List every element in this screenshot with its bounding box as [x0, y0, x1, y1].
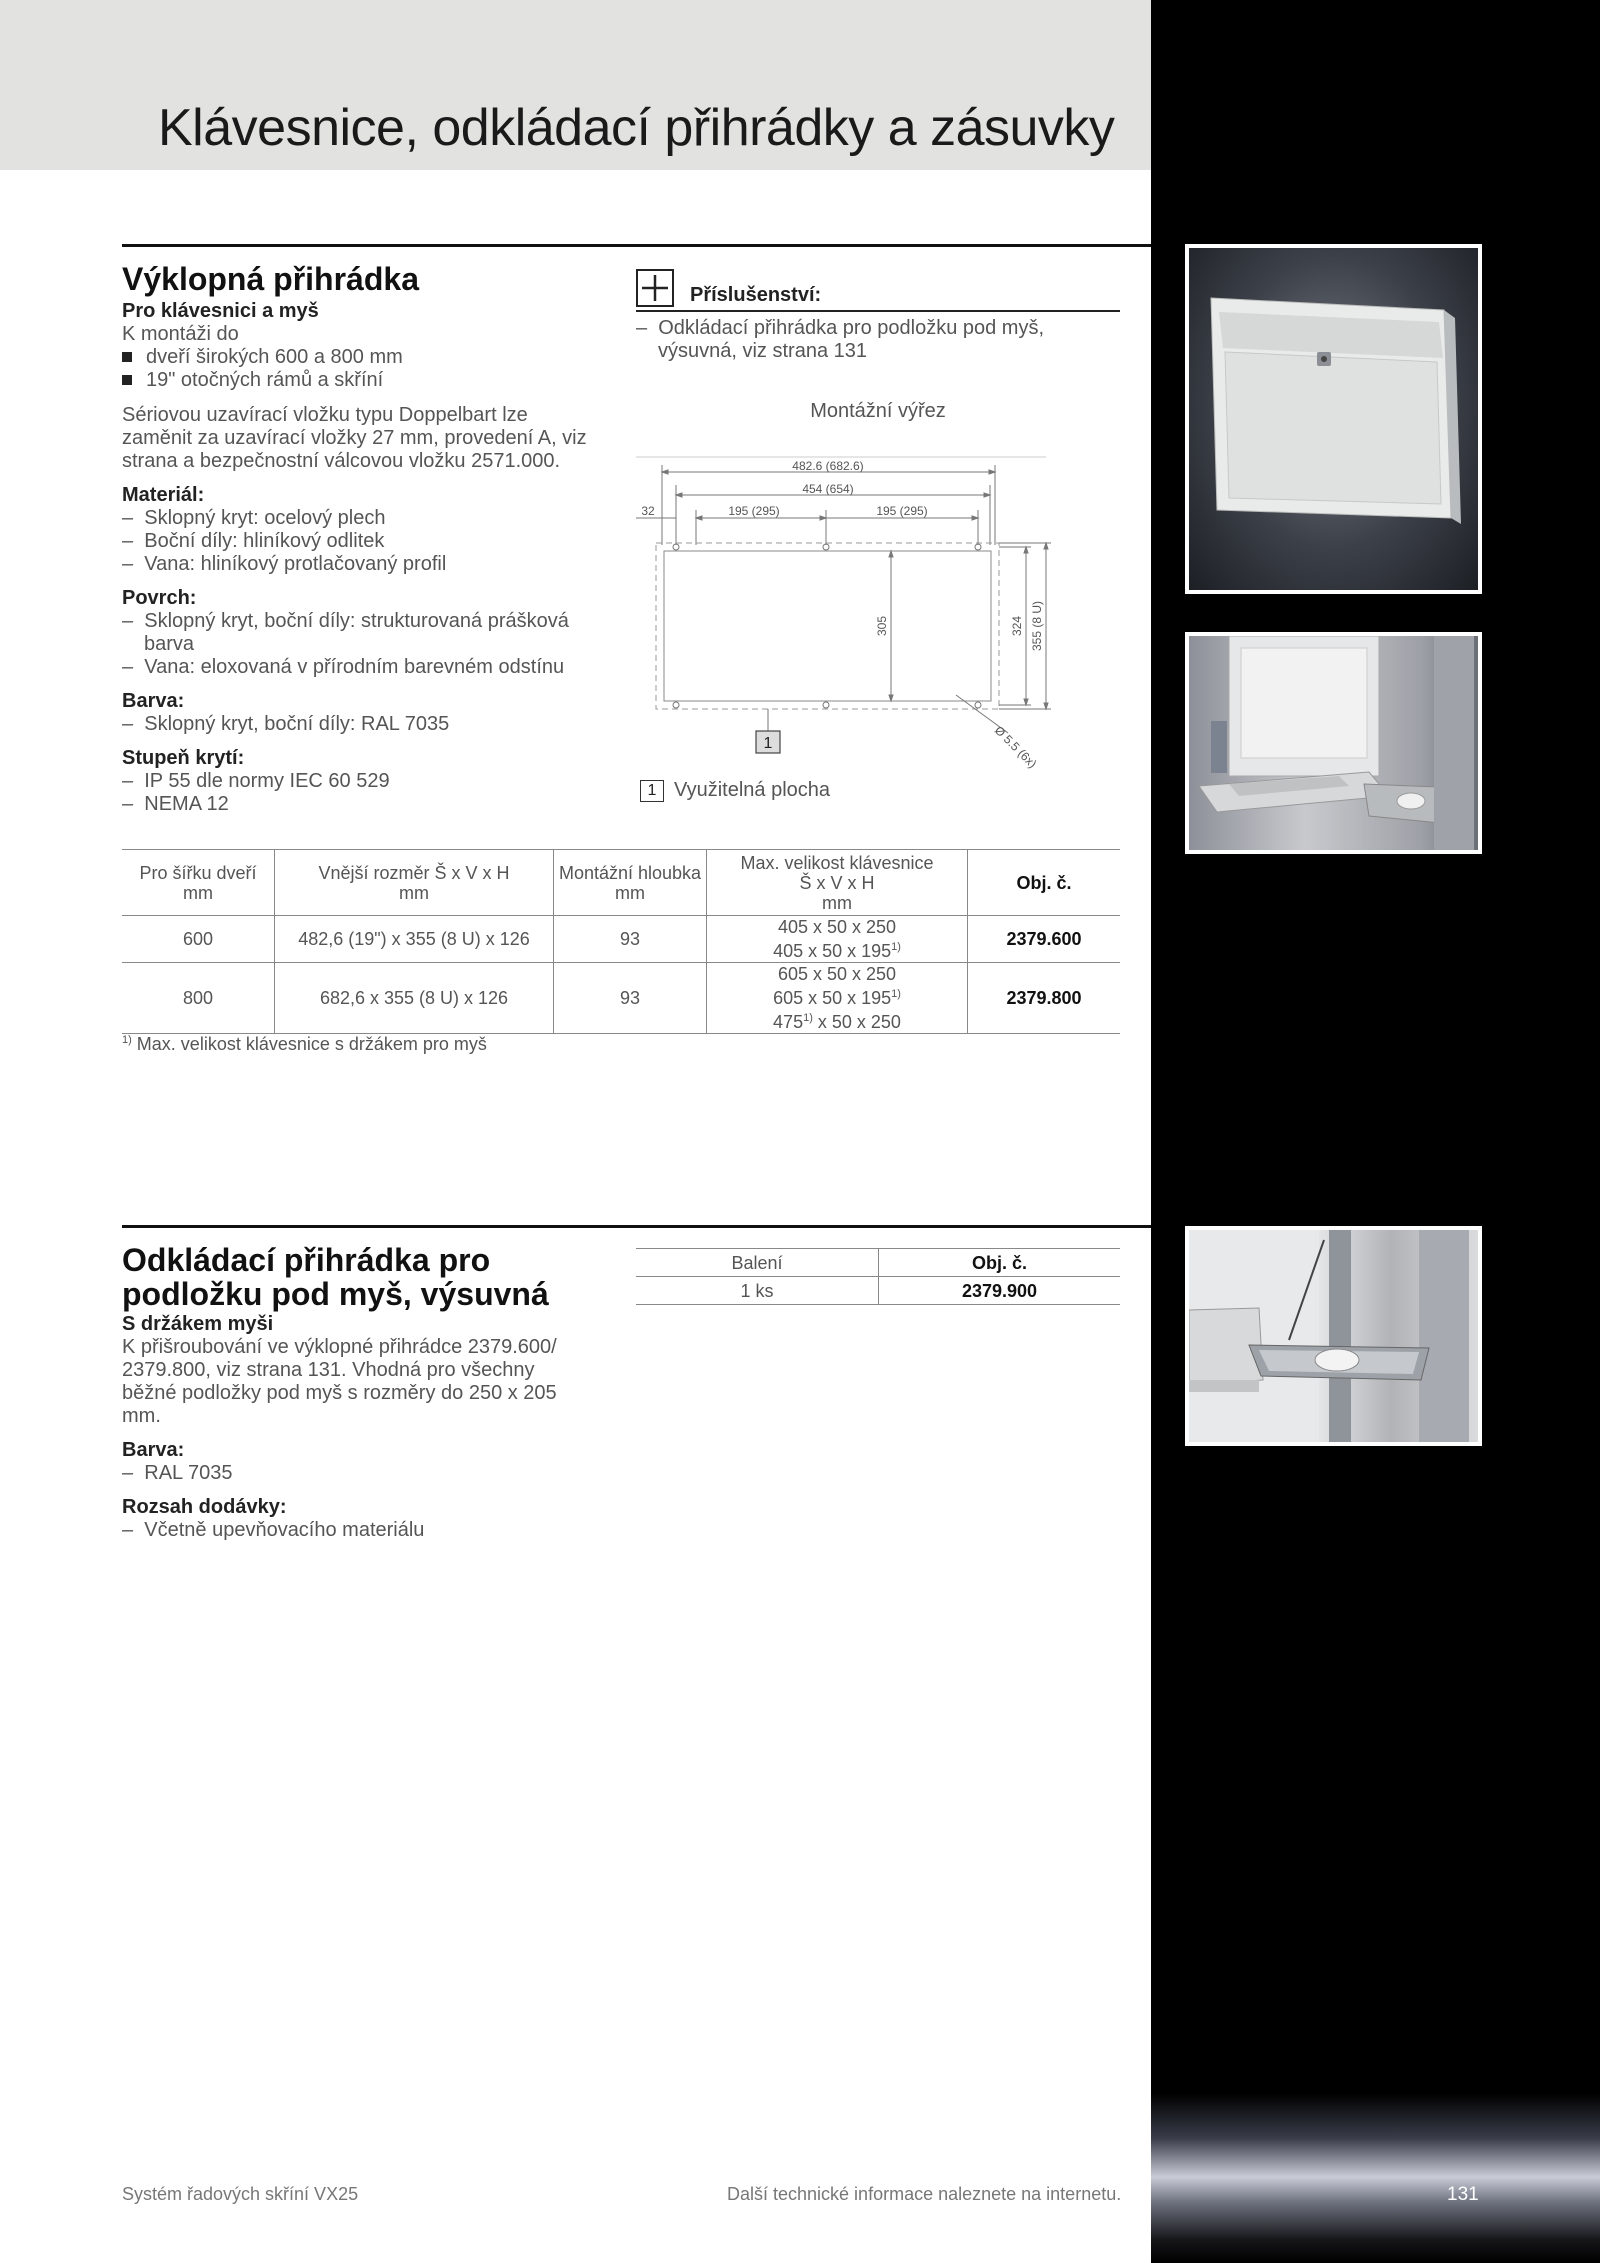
mount-item: dveří širokých 600 a 800 mm [122, 346, 602, 369]
tilt-compartment-closed-image [1189, 248, 1478, 590]
section-rule [122, 1225, 1151, 1228]
cell-depth: 93 [554, 916, 707, 963]
surface-item: – Sklopný kryt, boční díly: strukturovaná prášková barva [122, 610, 569, 655]
mounting-cutout-drawing [636, 455, 1096, 775]
footer-center[interactable]: Další technické informace naleznete na internetu. [727, 2184, 1122, 2204]
protection-item: – IP 55 dle normy IEC 60 529 [122, 770, 390, 792]
cell-keyboard: 405 x 50 x 250 405 x 50 x 195$^{1)}$ [707, 916, 968, 963]
color-label: Barva: [122, 690, 185, 712]
col-header: Montážní hloubka mm [554, 850, 707, 916]
mount-intro: K montáži do [122, 323, 239, 345]
material-label: Materiál: [122, 484, 205, 506]
section2-heading: Odkládací přihrádka pro podložku pod myš, výsuvná [122, 1242, 549, 1312]
section1-subheading: Pro klávesnici a myš [122, 300, 319, 322]
product-photo-open [1185, 632, 1482, 854]
drawing-legend [640, 779, 830, 802]
protection-item: – NEMA 12 [122, 793, 229, 815]
surface-label: Povrch: [122, 587, 197, 609]
material-item: – Sklopný kryt: ocelový plech [122, 507, 386, 529]
page-number: 131 [1447, 2184, 1479, 2205]
cell-outer: 682,6 x 355 (8 U) x 126 [275, 963, 554, 1034]
col-header: Pro šířku dveří mm [139, 862, 257, 903]
dim-height-mid: 324 [1010, 615, 1024, 637]
table-row [122, 916, 1120, 963]
section2-description: K přišroubování ve výklopné přihrádce 2379.600/ 2379.800, viz strana 131. Vhodná pro všechny běžné podložky pod myš s rozměry do 250 x 205 mm. [122, 1336, 557, 1427]
spec-table [122, 849, 1120, 1034]
scope-label: Rozsah dodávky: [122, 1496, 287, 1518]
col-header: Obj. č. [879, 1249, 1121, 1277]
dim-height-inner: 305 [875, 615, 889, 637]
cell-order: 2379.800 [968, 963, 1121, 1034]
dim-holes: Ø 5.5 (6x) [991, 723, 1040, 771]
table-header-row [636, 1249, 1120, 1277]
mouse-tray-image [1189, 1230, 1478, 1442]
legend-text: Využitelná plocha [674, 779, 831, 801]
protection-label: Stupeň krytí: [122, 747, 245, 769]
dim-half-left: 195 (295) [728, 504, 780, 518]
material-item: – Vana: hliníkový protlačovaný profil [122, 553, 447, 575]
col-header: Obj. č. [968, 850, 1121, 916]
dim-offset: 32 [641, 504, 655, 518]
cell-keyboard: 605 x 50 x 250 605 x 50 x 195$^{1)}$ 475$^{1)}$ x 50 x 250 [707, 963, 968, 1034]
material-item: – Boční díly: hliníkový odlitek [122, 530, 385, 552]
color-label: Barva: [122, 1439, 185, 1461]
bullet-square-icon [122, 352, 132, 362]
product-photo-closed [1185, 244, 1482, 594]
order-table [636, 1248, 1120, 1305]
page-title: Klávesnice, odkládací přihrádky a zásuvky [158, 99, 1115, 157]
tilt-compartment-open-image [1189, 636, 1478, 850]
drawing-title: Montážní výřez [810, 400, 946, 422]
accessories-box [636, 269, 1120, 363]
svg-text:1: 1 [763, 735, 773, 752]
scope-item: – Včetně upevňovacího materiálu [122, 1519, 425, 1541]
dim-half-right: 195 (295) [876, 504, 928, 518]
numbered-marker-icon [756, 731, 780, 753]
col-header: Max. velikost klávesnice Š x V x H mm [707, 850, 968, 916]
footer-left: Systém řadových skříní VX25 [122, 2184, 359, 2204]
section2-subheading: S držákem myši [122, 1313, 274, 1335]
cell-width: 600 [182, 929, 214, 949]
dim-inner-width: 454 (654) [802, 482, 854, 496]
accessories-title: Příslušenství: [690, 284, 822, 306]
product-photo-mouse-tray [1185, 1226, 1482, 1446]
dim-total-width: 482.6 (682.6) [792, 459, 864, 473]
accessories-item[interactable]: – Odkládací přihrádka pro podložku pod myš, výsuvná, viz strana 131 [636, 317, 1045, 362]
surface-item: – Vana: eloxovaná v přírodním barevném odstínu [122, 656, 565, 678]
section1-description: Sériovou uzavírací vložku typu Doppelbart lze zaměnit za uzavírací vložky 27 mm, provedení A, viz strana a bezpečnostní válcovou vložku 2571.000. [122, 404, 587, 472]
col-header: Vnější rozměr Š x V x H mm [275, 850, 554, 916]
mount-item: 19" otočných rámů a skříní [122, 369, 602, 392]
table-footnote: $^{1)}$ Max. velikost klávesnice s držákem pro myš [122, 1034, 487, 1054]
cell-depth: 93 [554, 963, 707, 1034]
plus-icon [636, 269, 674, 307]
color-item: – Sklopný kryt, boční díly: RAL 7035 [122, 713, 450, 735]
cell-order: 2379.900 [879, 1277, 1121, 1305]
numbered-marker-icon: 1 [640, 780, 664, 802]
section1-text [122, 262, 602, 816]
cell-order: 2379.600 [968, 916, 1121, 963]
section2-text [122, 1243, 602, 1542]
cell-pack: 1 ks [740, 1280, 774, 1301]
col-header: Balení [731, 1252, 783, 1273]
cell-outer: 482,6 (19") x 355 (8 U) x 126 [275, 916, 554, 963]
section1-heading: Výklopná přihrádka [122, 261, 419, 297]
cell-width: 800 [182, 988, 214, 1008]
section-rule [122, 244, 1151, 247]
dim-height-total: 355 (8 U) [1030, 600, 1044, 652]
bullet-square-icon [122, 375, 132, 385]
table-row [122, 963, 1120, 1034]
table-header-row [122, 850, 1120, 916]
table-row [636, 1277, 1120, 1305]
color-item: – RAL 7035 [122, 1462, 233, 1484]
